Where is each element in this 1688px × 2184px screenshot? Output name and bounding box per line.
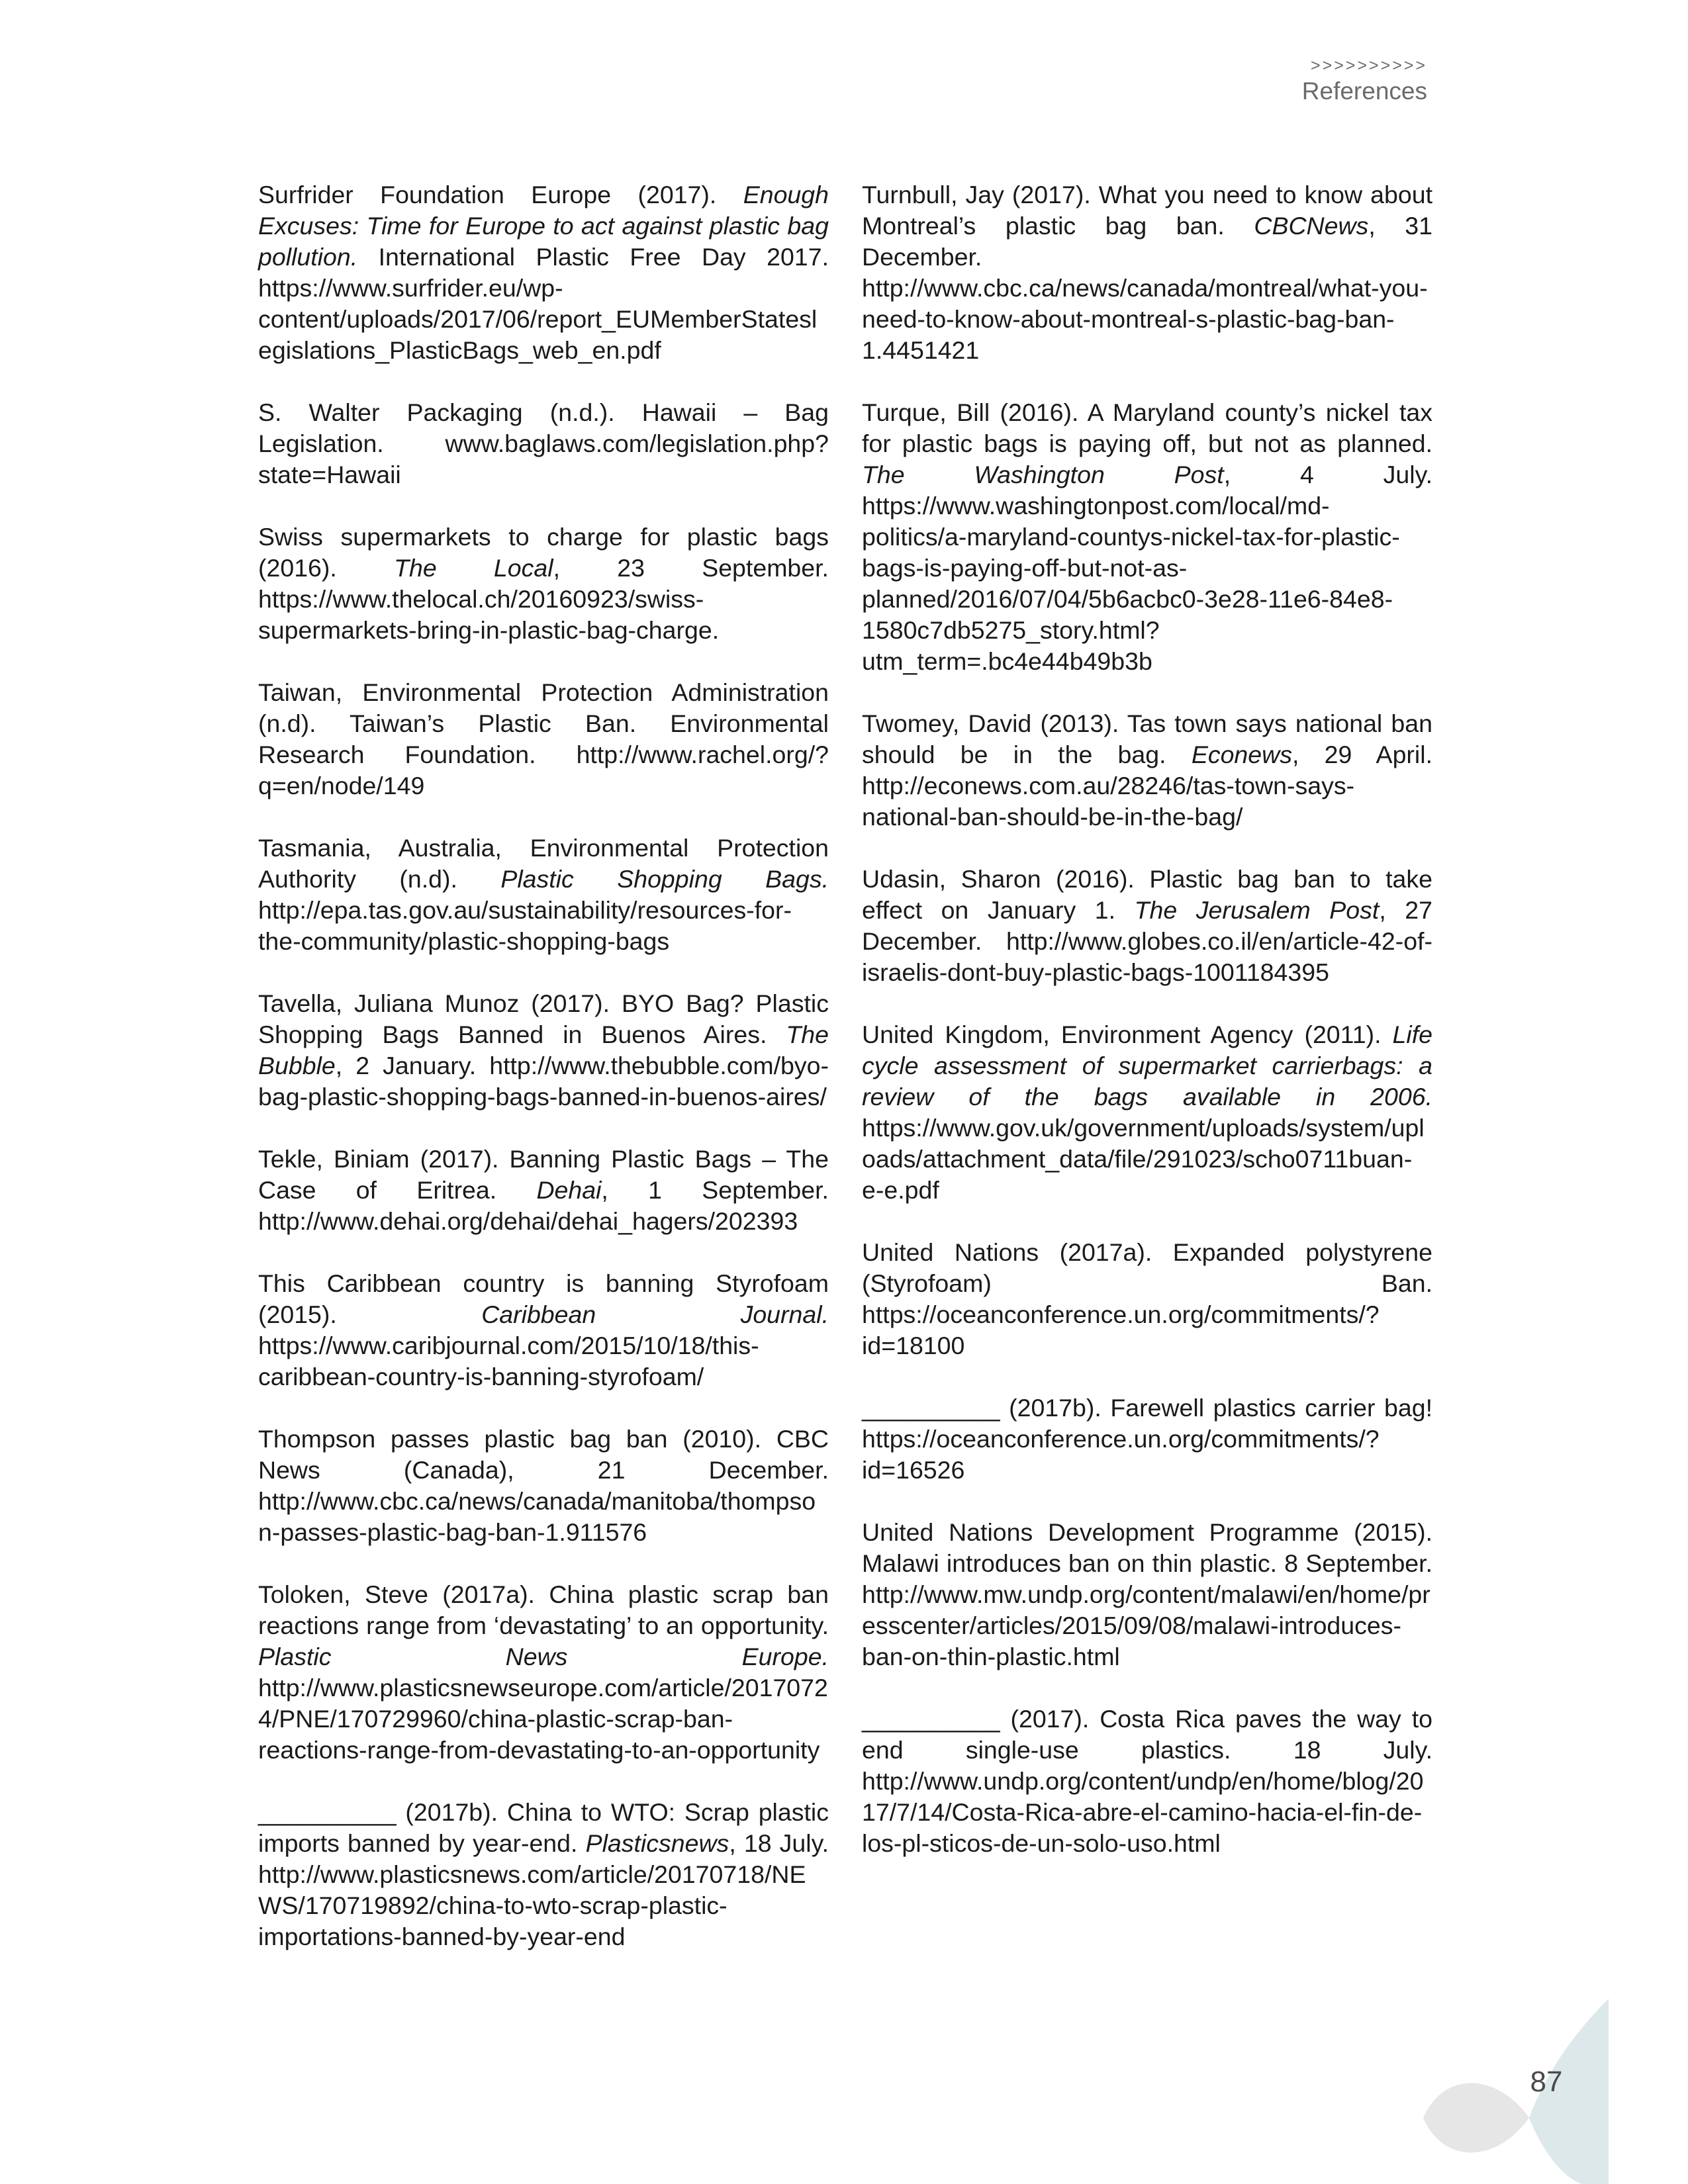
reference-author: Twomey, David (2013). Tas town says national ban should be in the bag. [862, 709, 1432, 768]
reference-entry [258, 988, 829, 1113]
reference-entry [862, 179, 1432, 366]
reference-entry [862, 1237, 1432, 1361]
reference-author: This Caribbean country is banning Styrofoam (2015). [258, 1269, 829, 1328]
reference-details: , 27 December. http://www.globes.co.il/en/article-42-of-israelis-dont-buy-plastic-bags-1001184395 [862, 896, 1432, 986]
reference-author: Swiss supermarkets to charge for plastic bags (2016). [258, 523, 829, 582]
reference-entry [862, 1517, 1432, 1672]
reference-details: , 23 September. https://www.thelocal.ch/20160923/swiss-supermarkets-bring-in-plastic-bag-charge. [258, 554, 829, 644]
reference-title: Plasticsnews [585, 1829, 729, 1857]
reference-entry [258, 677, 829, 801]
reference-details: International Plastic Free Day 2017. https://www.surfrider.eu/wp-content/uploads/2017/06/report_EUMemberStateslegislations_PlasticBags_web_en.pdf [258, 243, 829, 364]
reference-title: The Bubble [258, 1021, 829, 1079]
leaf-decoration-icon [1390, 1999, 1628, 2184]
reference-entry [258, 1424, 829, 1548]
reference-title: CBCNews [1254, 212, 1369, 240]
reference-author: Tavella, Juliana Munoz (2017). BYO Bag? Plastic Shopping Bags Banned in Buenos Aires. [258, 989, 829, 1048]
reference-entry [862, 864, 1432, 988]
reference-author: S. Walter Packaging (n.d.). Hawaii – Bag Legislation. www.baglaws.com/legislation.php?state=Hawaii [258, 398, 829, 488]
reference-author: Udasin, Sharon (2016). Plastic bag ban to take effect on January 1. [862, 865, 1432, 924]
reference-details: , 29 April. http://econews.com.au/28246/tas-town-says-national-ban-should-be-in-the-bag/ [862, 741, 1432, 831]
reference-author: Taiwan, Environmental Protection Administration (n.d). Taiwan’s Plastic Ban. Environmental Research Foundation. http://www.rachel.org/?q=en/node/149 [258, 678, 829, 799]
reference-title: Plastic News Europe. [258, 1643, 829, 1670]
reference-details: , 18 July. http://www.plasticsnews.com/article/20170718/NEWS/170719892/china-to-wto-scrap-plastic-importations-banned-by-year-end [258, 1829, 829, 1950]
reference-author: Toloken, Steve (2017a). China plastic scrap ban reactions range from ‘devastating’ to an opportunity. [258, 1580, 829, 1639]
reference-details: , 4 July. https://www.washingtonpost.com/local/md-politics/a-maryland-countys-nickel-tax-for-plastic-bags-is-paying-off-but-not-as-planned/2016/07/04/5b6acbc0-3e28-11e6-84e8-1580c7db5275_story.html?utm_term=.bc4e44b49b3b [862, 461, 1432, 675]
reference-details: , 1 September. http://www.dehai.org/dehai/dehai_hagers/202393 [258, 1176, 829, 1235]
running-header [1302, 56, 1427, 107]
reference-title: The Jerusalem Post [1134, 896, 1380, 924]
reference-author: __________ (2017b). China to WTO: Scrap plastic imports banned by year-end. [258, 1798, 829, 1857]
header-arrows: >>>>>>>>>> [1311, 56, 1427, 75]
reference-title: Life cycle assessment of supermarket carrierbags: a review of the bags available in 2006. [862, 1021, 1432, 1111]
reference-author: __________ (2017). Costa Rica paves the way to end single-use plastics. 18 July. http://www.undp.org/content/undp/en/home/blog/2017/7/14/Costa-Rica-abre-el-camino-hacia-el-fin-de-los-pl-sticos-de-un-solo-uso.html [862, 1705, 1432, 1857]
reference-title: Plastic Shopping Bags. [500, 865, 829, 893]
reference-entry [258, 179, 829, 366]
reference-entry [258, 1268, 829, 1392]
reference-details: http://epa.tas.gov.au/sustainability/resources-for-the-community/plastic-shopping-bags [258, 896, 792, 955]
reference-entry [258, 397, 829, 490]
references-right-column [862, 179, 1432, 1890]
reference-title: The Washington Post [862, 461, 1224, 488]
reference-author: Turque, Bill (2016). A Maryland county’s nickel tax for plastic bags is paying off, but not as planned. [862, 398, 1432, 457]
reference-author: __________ (2017b). Farewell plastics carrier bag! https://oceanconference.un.org/commitments/?id=16526 [862, 1394, 1432, 1484]
reference-entry [862, 1019, 1432, 1206]
reference-details: , 2 January. http://www.thebubble.com/byo-bag-plastic-shopping-bags-banned-in-buenos-aires/ [258, 1052, 829, 1111]
reference-author: United Nations (2017a). Expanded polystyrene (Styrofoam) Ban. https://oceanconference.un.org/commitments/?id=18100 [862, 1238, 1432, 1359]
reference-author: Thompson passes plastic bag ban (2010). CBC News (Canada), 21 December. http://www.cbc.ca/news/canada/manitoba/thompson-passes-plastic-bag-ban-1.911576 [258, 1425, 829, 1546]
reference-title: Enough Excuses: Time for Europe to act against plastic bag pollution. [258, 181, 829, 271]
gray-leaf-icon [1423, 2083, 1529, 2153]
reference-entry [258, 1579, 829, 1766]
reference-details: https://www.gov.uk/government/uploads/system/uploads/attachment_data/file/291023/scho0711buan-e-e.pdf [862, 1114, 1425, 1204]
reference-author: Tasmania, Australia, Environmental Protection Authority (n.d). [258, 834, 829, 893]
reference-author: United Nations Development Programme (2015). Malawi introduces ban on thin plastic. 8 September. http://www.mw.undp.org/content/malawi/en/home/presscenter/articles/2015/09/08/malawi-introduces-ban-on-thin-plastic.html [862, 1518, 1432, 1670]
header-section-title: References [1301, 77, 1427, 105]
reference-entry [862, 1704, 1432, 1859]
reference-entry [258, 522, 829, 646]
reference-details: http://www.plasticsnewseurope.com/article/20170724/PNE/170729960/china-plastic-scrap-ban-reactions-range-from-devastating-to-an-opportunity [258, 1674, 828, 1764]
reference-author: Surfrider Foundation Europe (2017). [258, 181, 743, 208]
reference-entry [862, 1392, 1432, 1486]
reference-entry [258, 1797, 829, 1952]
reference-title: Dehai [536, 1176, 602, 1204]
reference-details: , 31 December. http://www.cbc.ca/news/canada/montreal/what-you-need-to-know-about-montreal-s-plastic-bag-ban-1.4451421 [862, 212, 1432, 364]
references-left-column [258, 179, 829, 1983]
reference-title: Econews [1191, 741, 1292, 768]
reference-entry [862, 708, 1432, 833]
page-number: 87 [1530, 2066, 1563, 2098]
reference-details: https://www.caribjournal.com/2015/10/18/this-caribbean-country-is-banning-styrofoam/ [258, 1332, 759, 1390]
reference-title: The Local [394, 554, 553, 582]
reference-author: Turnbull, Jay (2017). What you need to know about Montreal’s plastic bag ban. [862, 181, 1432, 240]
reference-author: Tekle, Biniam (2017). Banning Plastic Bags – The Case of Eritrea. [258, 1145, 829, 1204]
reference-entry [862, 397, 1432, 677]
reference-author: United Kingdom, Environment Agency (2011). [862, 1021, 1393, 1048]
reference-entry [258, 1144, 829, 1237]
reference-title: Caribbean Journal. [481, 1300, 829, 1328]
reference-entry [258, 833, 829, 957]
